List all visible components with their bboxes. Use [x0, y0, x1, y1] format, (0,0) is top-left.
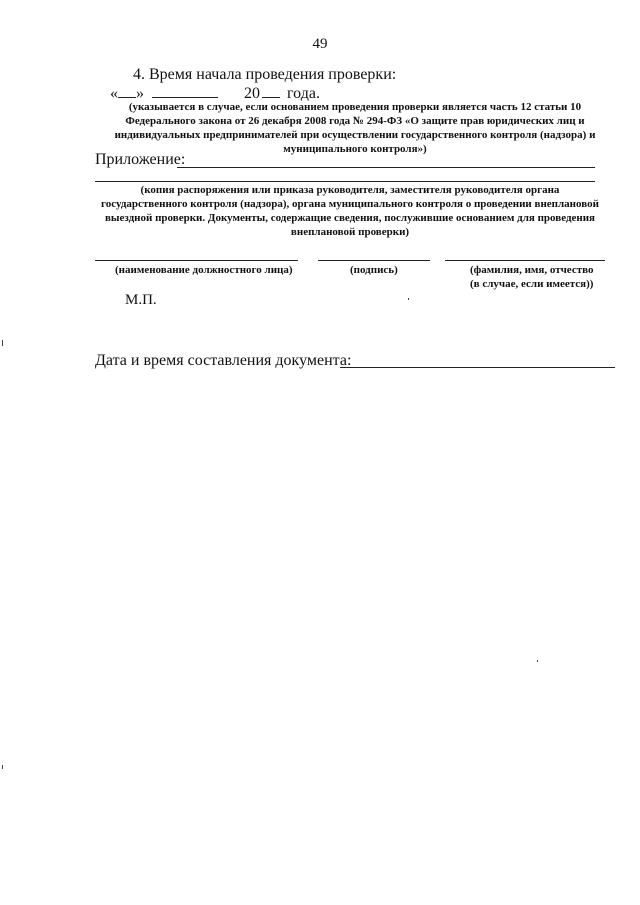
day-blank	[118, 85, 136, 98]
compiled-datetime-label: Дата и время составления документа:	[95, 352, 352, 369]
scan-speck	[2, 765, 3, 769]
scan-speck	[537, 660, 538, 662]
signature-caption: (подпись)	[350, 264, 398, 276]
scan-speck	[2, 340, 3, 346]
date-close-quote: »	[136, 85, 144, 102]
compiled-datetime-line	[340, 367, 615, 368]
year-suffix: года.	[287, 85, 320, 102]
date-open-quote: «	[110, 85, 118, 102]
page-number: 49	[312, 36, 328, 52]
signature-line	[318, 260, 430, 261]
month-blank	[152, 85, 218, 98]
name-caption-line-1: (фамилия, имя, отчество	[470, 264, 594, 276]
scan-speck	[408, 298, 409, 300]
attachment-line-1	[177, 167, 595, 168]
name-line	[445, 260, 605, 261]
year-blank	[262, 85, 280, 98]
attachment-line-2	[95, 181, 595, 182]
year-prefix: 20	[244, 85, 260, 102]
start-time-note: (указывается в случае, если основанием проведения проверки является часть 12 статьи 10 Федерального закона от 26 декабря 2008 года № 294-ФЗ «О защите прав юридических лиц и индивидуальных предпринимателей при осуществлении государственного контроля (надзора) и муниципального контроля»)	[114, 101, 596, 155]
seal-placeholder: М.П.	[125, 292, 157, 308]
name-caption-line-2: (в случае, если имеется))	[470, 278, 594, 290]
section-title: 4. Время начала проведения проверки:	[133, 66, 397, 83]
attachment-label: Приложение:	[95, 151, 186, 168]
official-caption: (наименование должностного лица)	[115, 264, 293, 276]
attachment-note: (копия распоряжения или приказа руководителя, заместителя руководителя органа государственного контроля (надзора), органа муниципального контроля о проведении внеплановой выездной проверки. Документы, содержащие сведения, послужившие основанием для проведения внеплановой проверки)	[101, 184, 599, 238]
official-line	[95, 260, 298, 261]
